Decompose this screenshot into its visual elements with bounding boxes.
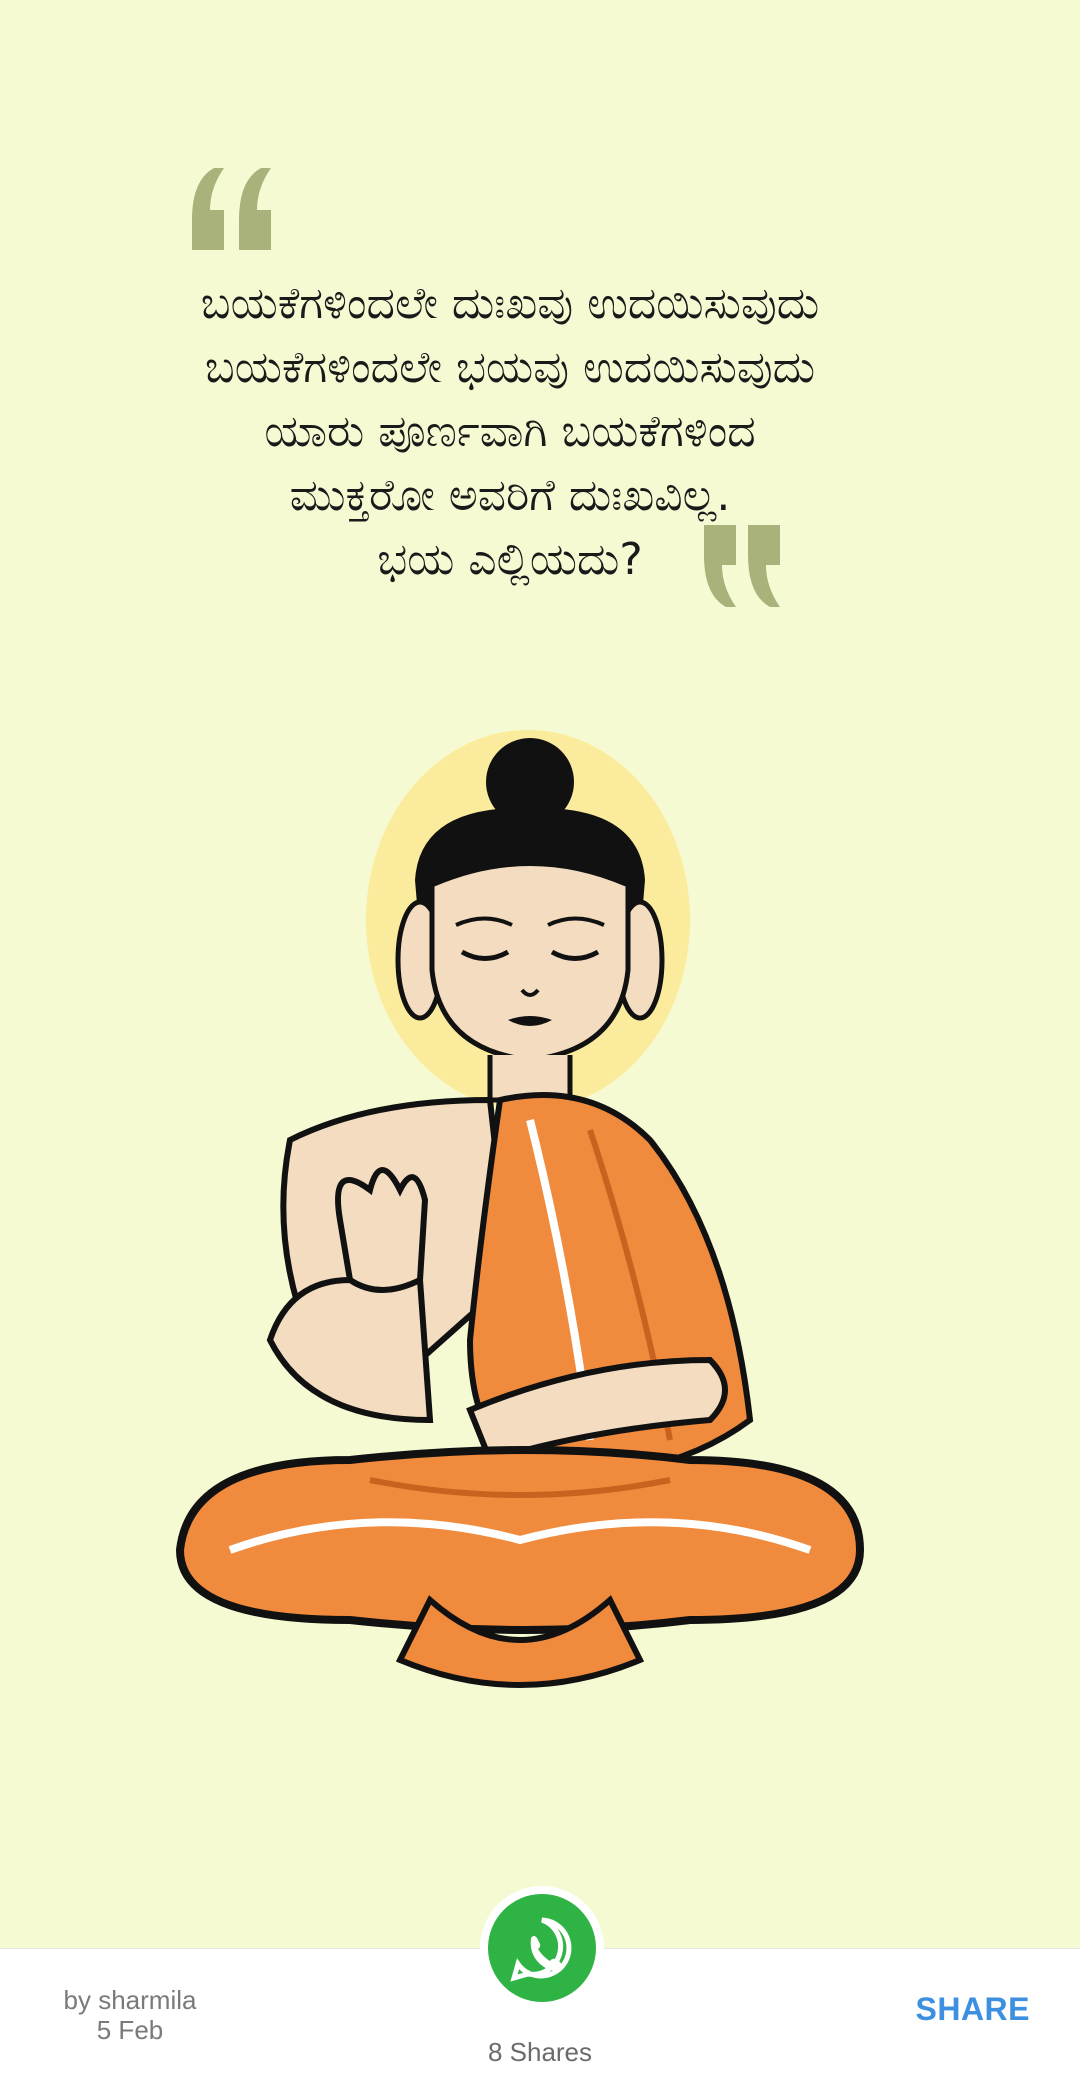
author-info[interactable] [50,1985,210,2045]
open-quote-icon [184,160,284,260]
whatsapp-icon [488,1894,596,2002]
close-quote-icon [690,515,790,615]
whatsapp-share-button[interactable] [480,1886,604,2010]
quote-line: ಬಯಕೆಗಳಿಂದಲೇ ದುಃಖವು ಉದಯಿಸುವುದು [200,278,820,329]
quote-line: ಭಯ ಎಲ್ಲಿಯದು? [377,534,643,585]
buddha-illustration [170,720,870,1800]
share-button[interactable]: SHARE [915,1991,1030,2027]
quote-line: ಯಾರು ಪೂರ್ಣವಾಗಿ ಬಯಕೆಗಳಿಂದ [264,406,756,457]
quote-line: ಬಯಕೆಗಳಿಂದಲೇ ಭಯವು ಉದಯಿಸುವುದು [204,342,816,393]
quote-line: ಮುಕ್ತರೋ ಅವರಿಗೆ ದುಃಖವಿಲ್ಲ. [289,470,731,521]
post-date: 5 Feb [96,2015,164,2045]
author-name: by sharmila [63,1985,197,2015]
share-count: 8 Shares [487,2037,593,2067]
quote-block [150,150,870,630]
